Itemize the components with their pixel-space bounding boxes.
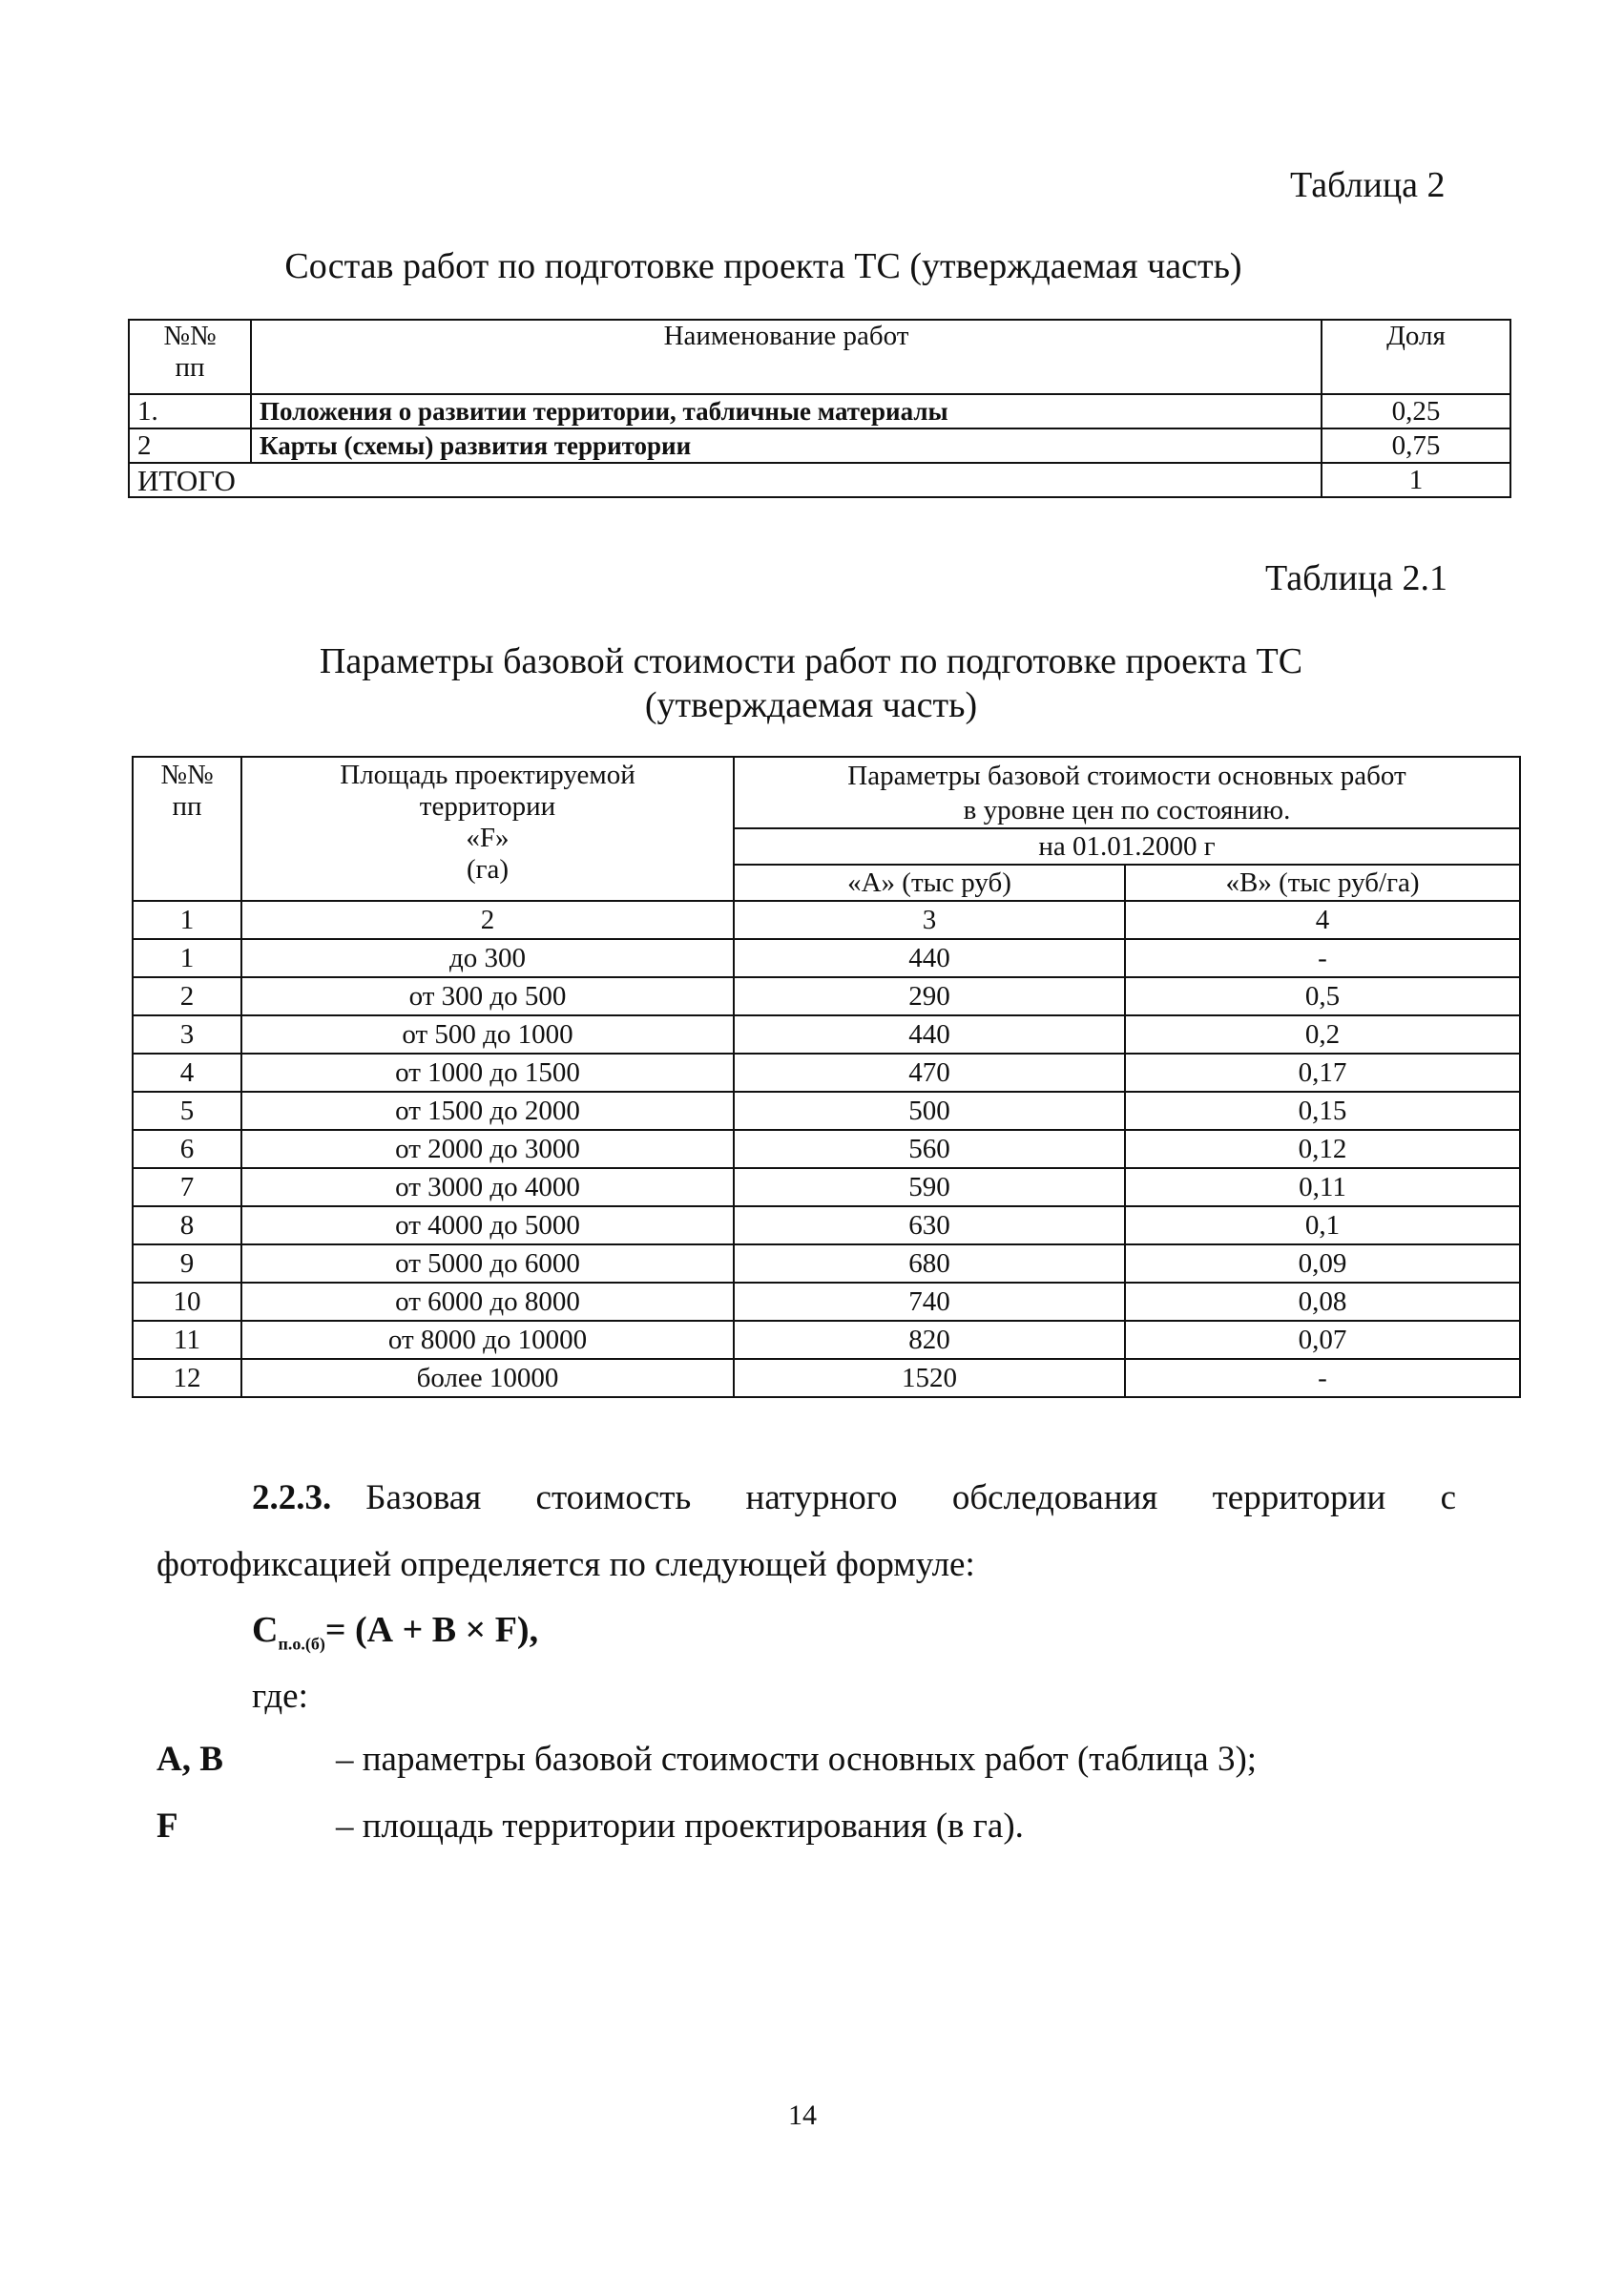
table-row [133, 1054, 1520, 1092]
cell-num: 9 [133, 1244, 241, 1283]
table21-index-cell: 3 [734, 901, 1125, 939]
cell-b: 0,09 [1125, 1244, 1520, 1283]
cell-b: 0,17 [1125, 1054, 1520, 1092]
cell-a: 470 [734, 1054, 1125, 1092]
table21-header-area-line1: Площадь проектируемой [340, 760, 635, 790]
table-row [133, 977, 1520, 1015]
cell-b: 0,5 [1125, 977, 1520, 1015]
cell-area: от 1000 до 1500 [241, 1054, 734, 1092]
cell-num: 3 [133, 1015, 241, 1054]
table-row [133, 1206, 1520, 1244]
cell-num: 12 [133, 1359, 241, 1397]
table2-header-share: Доля [1322, 320, 1510, 394]
formula [252, 1609, 538, 1655]
cell-a: 630 [734, 1206, 1125, 1244]
table-row [133, 1244, 1520, 1283]
cell-area: более 10000 [241, 1359, 734, 1397]
table-row [133, 1321, 1520, 1359]
cell-b: - [1125, 939, 1520, 977]
table21-header-col-b: «В» (тыс руб/га) [1125, 865, 1520, 901]
cell-b: - [1125, 1359, 1520, 1397]
cell-area: от 6000 до 8000 [241, 1283, 734, 1321]
table2-header-num-line1: №№ [163, 321, 217, 351]
cell-b: 0,1 [1125, 1206, 1520, 1244]
table21-index-row [133, 901, 1520, 939]
table21-header-col-a: «А» (тыс руб) [734, 865, 1125, 901]
page-number: 14 [788, 2099, 817, 2131]
cell-a: 820 [734, 1321, 1125, 1359]
cell-area: от 2000 до 3000 [241, 1130, 734, 1168]
section-text-line1: Базовая стоимость натурного обследования территории с [365, 1478, 1456, 1517]
cell-num: 11 [133, 1321, 241, 1359]
cell-area: от 500 до 1000 [241, 1015, 734, 1054]
table2-header-name: Наименование работ [251, 320, 1322, 394]
table21-header-area [241, 757, 734, 901]
table21-header-date: на 01.01.2000 г [734, 828, 1520, 865]
table-row [133, 1359, 1520, 1397]
table21-title [239, 639, 1384, 727]
table2-title: Состав работ по подготовке проекта ТС (утверждаемая часть) [284, 246, 1242, 286]
cell-area: от 300 до 500 [241, 977, 734, 1015]
table21-caption: Таблица 2.1 [1265, 558, 1448, 598]
def-term-ab: А, В [156, 1740, 223, 1779]
table21-index-cell: 1 [133, 901, 241, 939]
section-text-line2: фотофиксацией определяется по следующей формуле: [156, 1545, 975, 1584]
table2-cell-name: Положения о развитии территории, табличные материалы [251, 394, 1322, 428]
table2-header-num-line2: пп [175, 352, 205, 383]
where-label: где: [252, 1677, 308, 1716]
table21-header-params-line2: в уровне цен по состоянию. [734, 794, 1520, 828]
table2-total-share: 1 [1322, 463, 1510, 497]
table2-cell-share: 0,75 [1322, 428, 1510, 463]
def-desc-ab: – параметры базовой стоимости основных работ (таблица 3); [336, 1740, 1258, 1779]
cell-num: 8 [133, 1206, 241, 1244]
cell-num: 7 [133, 1168, 241, 1206]
table-row [133, 939, 1520, 977]
cell-b: 0,08 [1125, 1283, 1520, 1321]
table-row [133, 1130, 1520, 1168]
table21-header-num-line2: пп [172, 791, 202, 822]
cell-num: 1 [133, 939, 241, 977]
table21-header-area-line4: (га) [466, 854, 510, 885]
cell-area: от 1500 до 2000 [241, 1092, 734, 1130]
cell-a: 560 [734, 1130, 1125, 1168]
cell-num: 6 [133, 1130, 241, 1168]
cell-a: 1520 [734, 1359, 1125, 1397]
cell-a: 440 [734, 1015, 1125, 1054]
table21-index-cell: 4 [1125, 901, 1520, 939]
cell-num: 4 [133, 1054, 241, 1092]
table-row [133, 1092, 1520, 1130]
table2-header-num [129, 320, 251, 394]
table-row [133, 1283, 1520, 1321]
cell-num: 2 [133, 977, 241, 1015]
cell-num: 10 [133, 1283, 241, 1321]
formula-subscript: п.о.(б) [278, 1634, 325, 1654]
table-row [129, 394, 1510, 428]
cell-num: 5 [133, 1092, 241, 1130]
formula-rest: = (А + В × F), [324, 1610, 539, 1650]
table21-header-area-line2: территории [419, 791, 556, 822]
cell-a: 680 [734, 1244, 1125, 1283]
section-number: 2.2.3. [252, 1478, 332, 1517]
cell-a: 590 [734, 1168, 1125, 1206]
table2-caption: Таблица 2 [1290, 165, 1446, 205]
cell-area: от 3000 до 4000 [241, 1168, 734, 1206]
table21-header-num-line1: №№ [160, 760, 214, 790]
table21-header-num [133, 757, 241, 901]
cell-area: до 300 [241, 939, 734, 977]
cell-b: 0,07 [1125, 1321, 1520, 1359]
section-paragraph-line1 [252, 1477, 1456, 1518]
def-term-f: F [156, 1807, 178, 1846]
table2-cell-num: 2 [129, 428, 251, 463]
formula-c: С [252, 1610, 279, 1650]
table2-total-row [129, 463, 1510, 497]
table2 [128, 319, 1511, 498]
table2-total-label: ИТОГО [129, 463, 1322, 497]
table2-cell-num: 1. [129, 394, 251, 428]
cell-area: от 8000 до 10000 [241, 1321, 734, 1359]
cell-b: 0,2 [1125, 1015, 1520, 1054]
table21-title-line1: Параметры базовой стоимости работ по подготовке проекта ТС [319, 641, 1303, 681]
table21-header-params-line1: Параметры базовой стоимости основных работ [734, 757, 1520, 794]
table-row [133, 1168, 1520, 1206]
table21 [132, 756, 1521, 1398]
cell-b: 0,11 [1125, 1168, 1520, 1206]
cell-a: 440 [734, 939, 1125, 977]
table21-title-line2: (утверждаемая часть) [644, 685, 978, 725]
cell-b: 0,15 [1125, 1092, 1520, 1130]
table2-cell-name: Карты (схемы) развития территории [251, 428, 1322, 463]
cell-a: 290 [734, 977, 1125, 1015]
table21-index-cell: 2 [241, 901, 734, 939]
def-desc-f: – площадь территории проектирования (в га). [336, 1807, 1024, 1846]
table21-header-area-line3: «F» [466, 823, 510, 853]
cell-area: от 4000 до 5000 [241, 1206, 734, 1244]
cell-a: 740 [734, 1283, 1125, 1321]
cell-b: 0,12 [1125, 1130, 1520, 1168]
cell-area: от 5000 до 6000 [241, 1244, 734, 1283]
table2-cell-share: 0,25 [1322, 394, 1510, 428]
table-row [133, 1015, 1520, 1054]
table-row [129, 428, 1510, 463]
cell-a: 500 [734, 1092, 1125, 1130]
